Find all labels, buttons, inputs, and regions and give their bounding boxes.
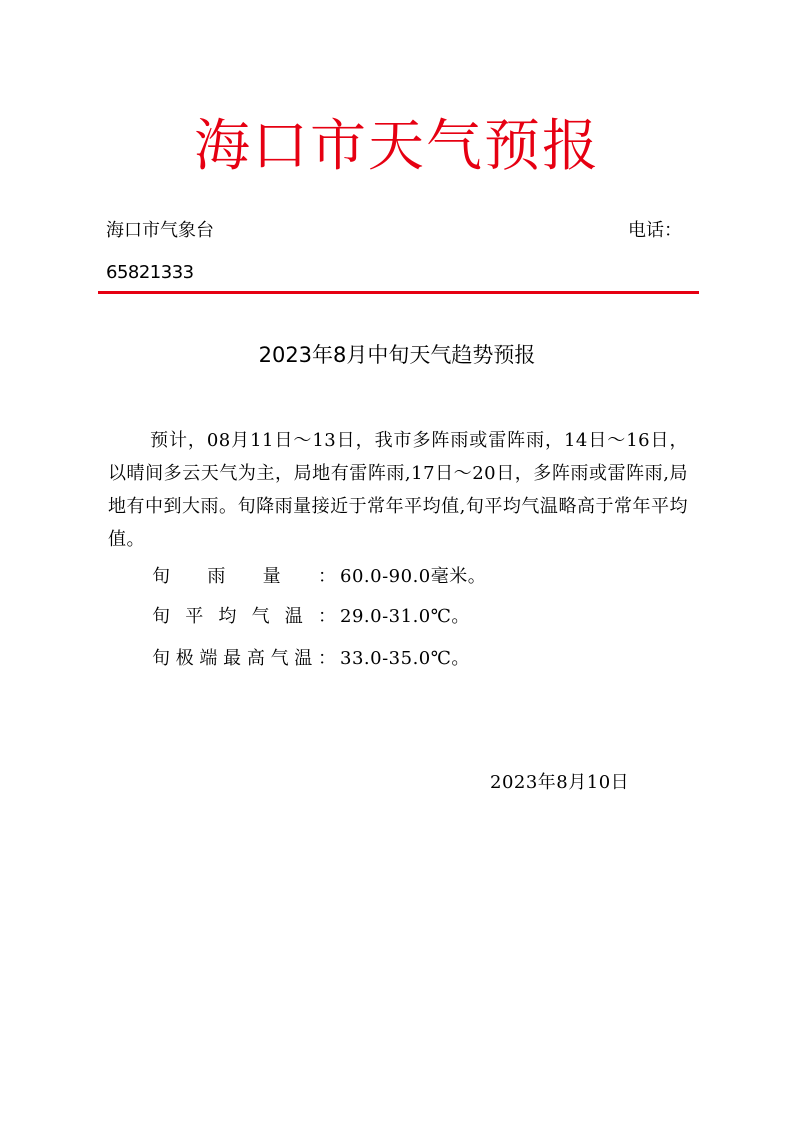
forecast-body-text: 预计，08月11日～13日，我市多阵雨或雷阵雨，14日～16日，以晴间多云天气为主，局地有雷阵雨,17日～20日，多阵雨或雷阵雨,局地有中到大雨。旬降雨量接近于常年平均值,旬平均气温略高于常年平均值。 bbox=[108, 430, 688, 550]
issue-date: 2023年8月10日 bbox=[490, 772, 630, 793]
forecast-header-title: 海口市天气预报 bbox=[194, 114, 600, 179]
stat-label-mean-temperature: 旬平均气温： bbox=[152, 606, 336, 627]
stat-label-rainfall: 旬雨量： bbox=[152, 566, 336, 587]
header-divider bbox=[98, 291, 699, 294]
issuer-name: 海口市气象台 bbox=[106, 220, 214, 241]
stat-row-max-temperature bbox=[152, 644, 470, 674]
stat-row-mean-temperature bbox=[152, 602, 470, 632]
stat-value-max-temperature: 33.0-35.0℃。 bbox=[340, 648, 470, 669]
phone-number: 65821333 bbox=[106, 262, 194, 283]
phone-label: 电话： bbox=[628, 220, 682, 241]
report-title: 2023年8月中旬天气趋势预报 bbox=[258, 343, 536, 367]
stat-row-rainfall bbox=[152, 562, 486, 592]
stat-value-mean-temperature: 29.0-31.0℃。 bbox=[340, 606, 470, 627]
stat-value-rainfall: 60.0-90.0毫米。 bbox=[340, 566, 487, 587]
stat-label-max-temperature: 旬极端最高气温： bbox=[152, 648, 336, 669]
